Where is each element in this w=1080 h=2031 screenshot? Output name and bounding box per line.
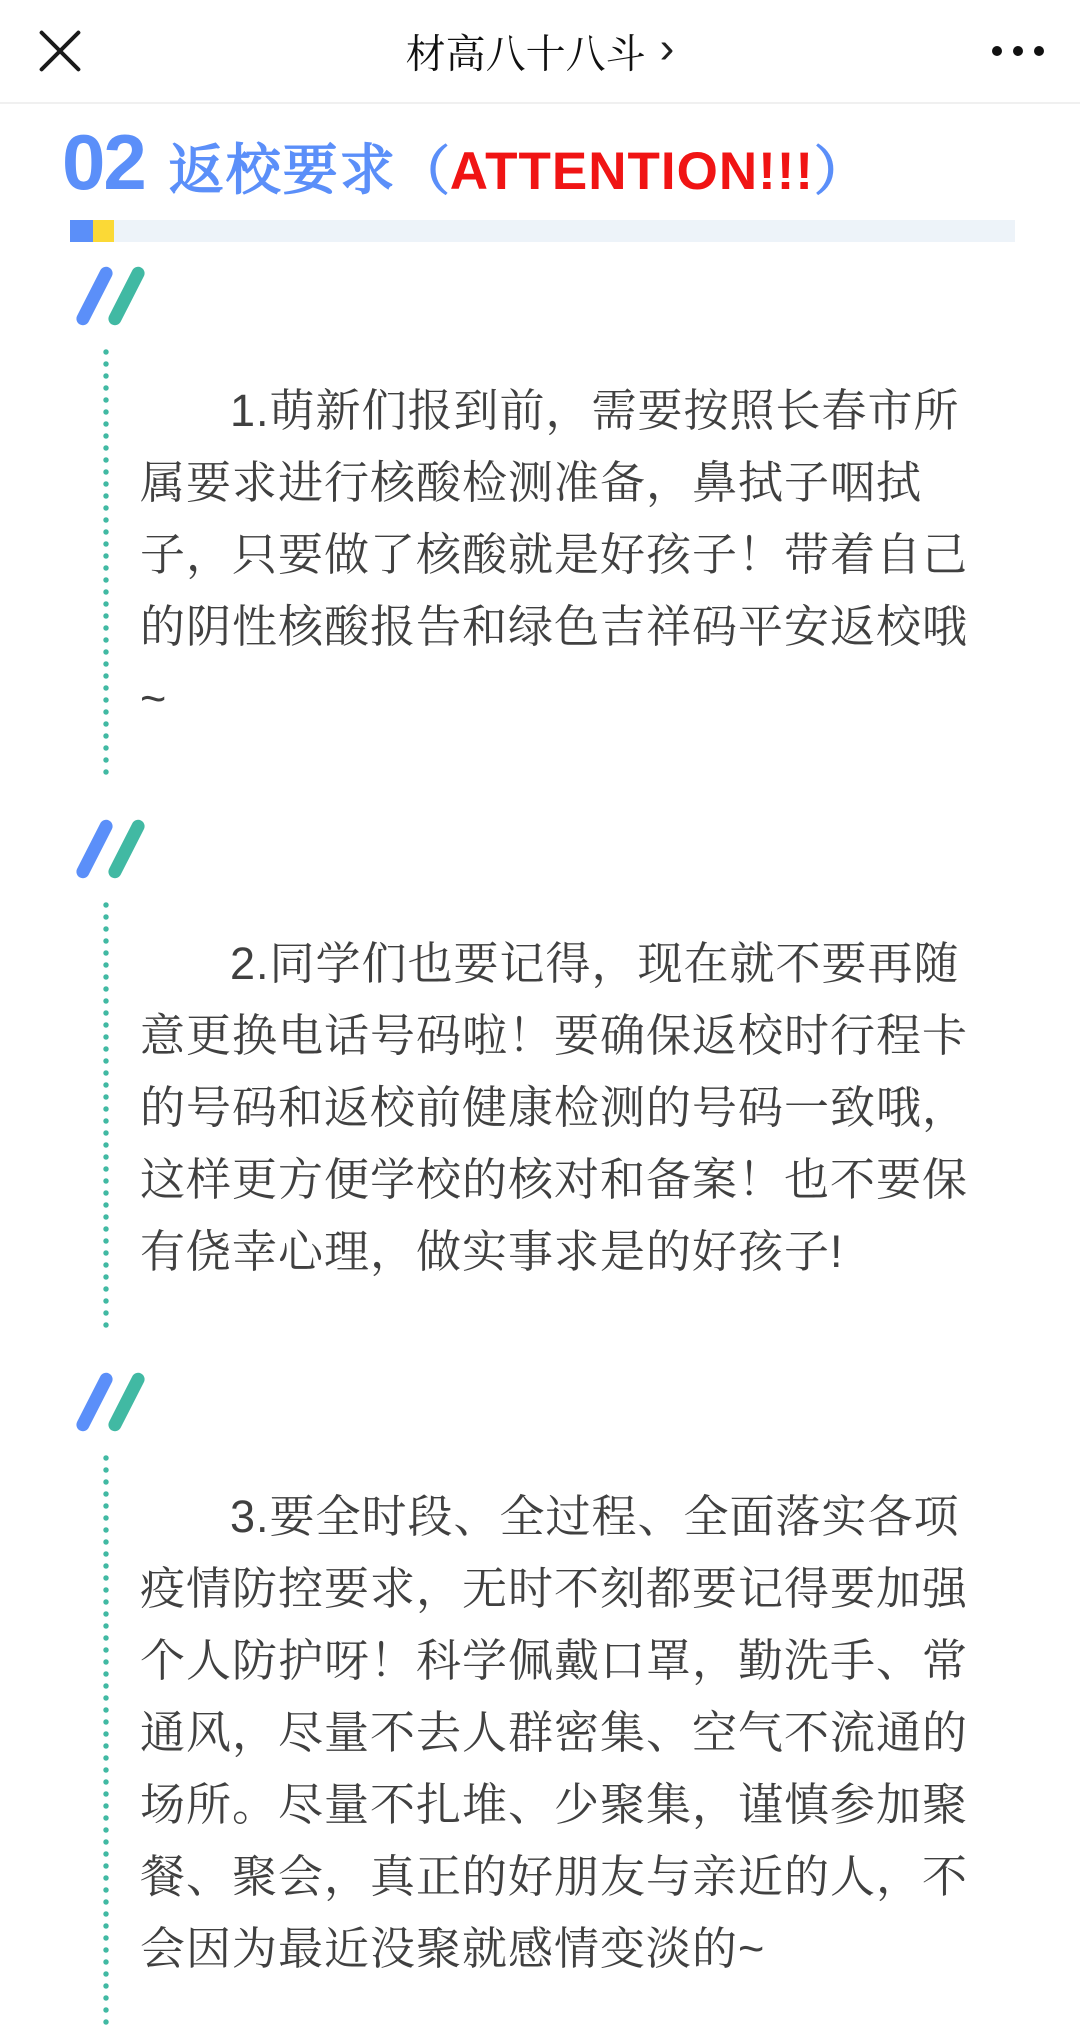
light-bar-decoration xyxy=(114,220,1015,242)
blue-square-decoration xyxy=(70,220,93,242)
attention-label: ATTENTION!!! xyxy=(449,142,815,201)
heading-underline-bar xyxy=(70,220,1015,242)
paragraph-line: 1.萌新们报到前，需要按照长春市所 xyxy=(230,385,960,436)
paragraph-line: 有侥幸心理，做实事求是的好孩子! xyxy=(140,1226,844,1277)
paragraph-line: 子，只要做了核酸就是好孩子！带着自己 xyxy=(140,529,969,580)
yellow-square-decoration xyxy=(93,220,114,242)
paragraph xyxy=(140,928,969,1288)
paragraph-line: 这样更方便学校的核对和备案！也不要保 xyxy=(140,1154,969,1205)
account-title[interactable] xyxy=(406,23,675,80)
dotted-line-icon xyxy=(103,899,109,1334)
section-heading xyxy=(62,118,1080,212)
paragraph-line: 通风，尽量不去人群密集、空气不流通的 xyxy=(140,1707,969,1758)
paren-close: ） xyxy=(814,142,868,201)
dotted-line-icon xyxy=(103,1452,109,2031)
paragraph-line: 餐、聚会，真正的好朋友与亲近的人，不 xyxy=(140,1851,969,1902)
paragraph-line: 属要求进行核酸检测准备，鼻拭子咽拭 xyxy=(140,457,923,508)
close-icon[interactable] xyxy=(38,29,82,73)
paragraph-line: 2.同学们也要记得，现在就不要再随 xyxy=(230,938,960,989)
paragraph xyxy=(140,375,969,735)
paragraph-line: 的阴性核酸报告和绿色吉祥码平安返校哦 xyxy=(140,601,969,652)
paragraph-line: 个人防护呀！科学佩戴口罩，勤洗手、常 xyxy=(140,1635,969,1686)
article-body xyxy=(0,264,1080,1985)
paren-open: （ xyxy=(396,142,450,201)
dotted-line-icon xyxy=(103,346,109,781)
paragraph-line: 3.要全时段、全过程、全面落实各项 xyxy=(230,1491,960,1542)
chevron-right-icon: › xyxy=(659,23,675,72)
paragraph-line: 意更换电话号码啦！要确保返校时行程卡 xyxy=(140,1010,969,1061)
content-section xyxy=(0,817,1080,1288)
content-section xyxy=(0,1370,1080,1985)
more-menu-icon[interactable] xyxy=(992,36,1044,66)
paragraph-line: 疫情防控要求，无时不刻都要记得要加强 xyxy=(140,1563,969,1614)
paragraph-line: 的号码和返校前健康检测的号码一致哦， xyxy=(140,1082,969,1133)
app-bar xyxy=(0,0,1080,104)
paragraph xyxy=(140,1481,969,1985)
content-section xyxy=(0,264,1080,735)
account-title-label: 材高八十八斗 xyxy=(405,32,646,77)
paragraph-line: 会因为最近没聚就感情变淡的~ xyxy=(140,1923,766,1974)
section-title: 返校要求 xyxy=(168,139,397,201)
double-slash-icon xyxy=(66,1370,1080,1430)
double-slash-icon xyxy=(66,264,1080,324)
double-slash-icon xyxy=(66,817,1080,877)
paragraph-line: ~ xyxy=(140,673,168,724)
section-number: 02 xyxy=(62,118,145,206)
paragraph-line: 场所。尽量不扎堆、少聚集，谨慎参加聚 xyxy=(140,1779,969,1830)
